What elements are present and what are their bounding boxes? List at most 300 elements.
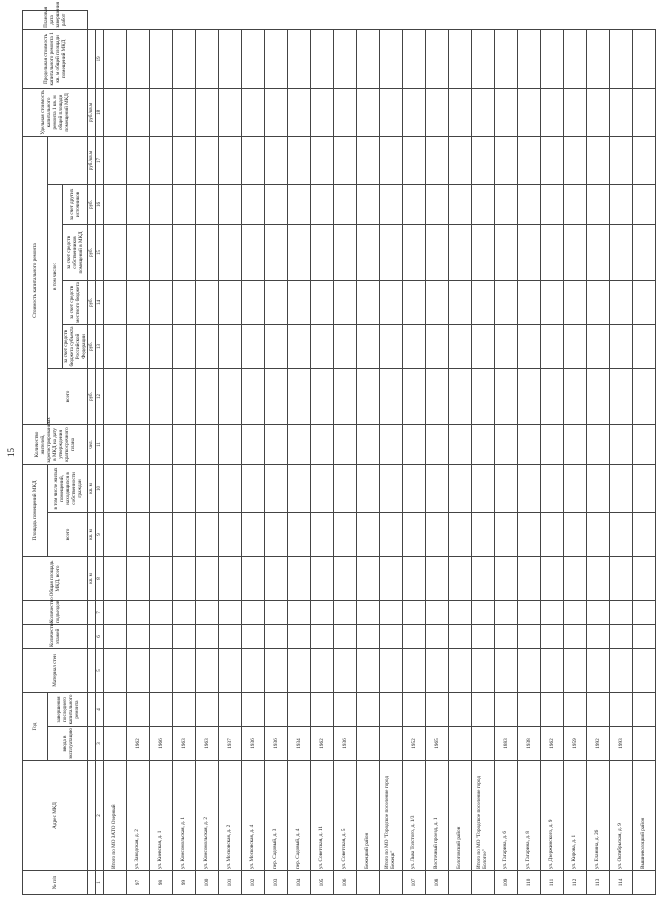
table-cell bbox=[564, 184, 587, 224]
table-cell bbox=[311, 224, 334, 280]
table-cell: 1936 bbox=[265, 727, 288, 761]
header-cost-owners: за счет средств собственников помещений в МКД bbox=[63, 224, 88, 280]
table-cell bbox=[449, 648, 472, 692]
table-cell bbox=[196, 600, 219, 624]
table-cell: 105 bbox=[311, 871, 334, 895]
address-cell: ул. Комсомольская, д. 1 bbox=[173, 761, 196, 871]
table-cell bbox=[311, 600, 334, 624]
unit-cell bbox=[88, 692, 96, 726]
table-cell: 104 bbox=[288, 871, 311, 895]
table-cell bbox=[265, 624, 288, 648]
table-cell bbox=[104, 184, 127, 224]
table-cell bbox=[633, 871, 656, 895]
table-cell bbox=[265, 424, 288, 464]
table-cell bbox=[334, 556, 357, 600]
address-cell: ул. Льва Толстого, д. 1/3 bbox=[403, 761, 426, 871]
table-cell bbox=[472, 224, 495, 280]
table-cell bbox=[380, 280, 403, 324]
table-cell bbox=[104, 727, 127, 761]
table-cell: 1965 bbox=[426, 727, 449, 761]
table-cell bbox=[380, 368, 403, 424]
table-cell bbox=[265, 368, 288, 424]
table-cell bbox=[587, 512, 610, 556]
unit-cell: руб. bbox=[88, 280, 96, 324]
table-cell bbox=[449, 29, 472, 88]
table-cell bbox=[288, 556, 311, 600]
table-cell bbox=[564, 324, 587, 368]
table-cell bbox=[495, 692, 518, 726]
table-cell bbox=[242, 464, 265, 512]
address-cell: ул. Еланина, д. 26 bbox=[587, 761, 610, 871]
table-cell bbox=[541, 224, 564, 280]
table-cell bbox=[518, 368, 541, 424]
table-cell bbox=[495, 324, 518, 368]
table-cell bbox=[219, 464, 242, 512]
table-cell bbox=[449, 424, 472, 464]
table-row bbox=[127, 11, 150, 895]
table-cell bbox=[564, 368, 587, 424]
table-cell bbox=[104, 280, 127, 324]
table-cell: 1963 bbox=[196, 727, 219, 761]
table-cell bbox=[564, 600, 587, 624]
table-cell bbox=[173, 464, 196, 512]
table-cell bbox=[403, 624, 426, 648]
table-cell bbox=[196, 368, 219, 424]
address-cell: ул. Кирова, д. 1 bbox=[564, 761, 587, 871]
table-cell bbox=[472, 512, 495, 556]
table-row bbox=[610, 11, 633, 895]
table-cell bbox=[472, 464, 495, 512]
table-row bbox=[288, 11, 311, 895]
table-cell bbox=[173, 29, 196, 88]
table-group-row bbox=[104, 11, 127, 895]
table-cell bbox=[541, 136, 564, 184]
table-cell bbox=[311, 136, 334, 184]
table-cell bbox=[173, 600, 196, 624]
table-row bbox=[564, 11, 587, 895]
table-cell bbox=[495, 464, 518, 512]
table-cell bbox=[472, 648, 495, 692]
address-cell: ул. Советская, д. 5 bbox=[334, 761, 357, 871]
address-cell: ул. Заводская, д. 2 bbox=[127, 761, 150, 871]
table-cell bbox=[633, 727, 656, 761]
table-cell bbox=[127, 324, 150, 368]
table-cell bbox=[472, 184, 495, 224]
table-cell bbox=[633, 692, 656, 726]
table-cell bbox=[104, 324, 127, 368]
table-cell bbox=[288, 512, 311, 556]
unit-cell: чел. bbox=[88, 424, 96, 464]
table-cell bbox=[541, 556, 564, 600]
table-cell bbox=[426, 136, 449, 184]
table-cell bbox=[633, 624, 656, 648]
table-cell bbox=[219, 692, 242, 726]
table-cell bbox=[127, 280, 150, 324]
unit-cell bbox=[88, 871, 96, 895]
table-cell bbox=[219, 324, 242, 368]
table-cell bbox=[334, 224, 357, 280]
header-cost-including: в том числе: bbox=[48, 184, 63, 368]
table-cell bbox=[449, 88, 472, 136]
address-cell: ул. Дзержинского, д. 9 bbox=[541, 761, 564, 871]
table-group-row bbox=[472, 11, 495, 895]
table-cell bbox=[288, 29, 311, 88]
table-cell bbox=[610, 624, 633, 648]
table-cell bbox=[495, 184, 518, 224]
address-cell: пер. Садовый, д. 4 bbox=[288, 761, 311, 871]
unit-cell: руб./кв.м bbox=[88, 136, 96, 184]
table-cell bbox=[564, 224, 587, 280]
unit-cell: руб. bbox=[88, 324, 96, 368]
column-number-cell: 3 bbox=[96, 727, 104, 761]
column-number-cell: 2 bbox=[96, 761, 104, 871]
header-specific-cost: Удельная стоимость капитального ремонта 1 кв. м общей площади помещений МКД bbox=[23, 88, 88, 136]
table-cell bbox=[334, 280, 357, 324]
table-cell bbox=[633, 324, 656, 368]
table-cell bbox=[173, 556, 196, 600]
table-cell bbox=[495, 29, 518, 88]
table-cell bbox=[357, 512, 380, 556]
table-cell bbox=[357, 184, 380, 224]
table-cell bbox=[104, 871, 127, 895]
table-cell bbox=[518, 624, 541, 648]
table-cell bbox=[564, 424, 587, 464]
table-cell bbox=[541, 88, 564, 136]
table-cell bbox=[196, 324, 219, 368]
table-cell bbox=[104, 512, 127, 556]
table-cell bbox=[334, 692, 357, 726]
table-cell bbox=[196, 280, 219, 324]
table-cell bbox=[380, 29, 403, 88]
table-cell bbox=[219, 556, 242, 600]
table-cell bbox=[633, 556, 656, 600]
unit-cell: руб. bbox=[88, 368, 96, 424]
table-cell bbox=[334, 88, 357, 136]
table-cell bbox=[104, 624, 127, 648]
table-cell bbox=[288, 464, 311, 512]
header-cost-other: за счет других источников bbox=[63, 184, 88, 224]
table-cell bbox=[449, 280, 472, 324]
table-cell: 113 bbox=[587, 871, 610, 895]
table-cell bbox=[380, 464, 403, 512]
table-cell bbox=[150, 368, 173, 424]
table-cell: 1934 bbox=[288, 727, 311, 761]
table-cell: 108 bbox=[426, 871, 449, 895]
table-cell bbox=[334, 648, 357, 692]
table-cell bbox=[150, 648, 173, 692]
table-cell: 112 bbox=[564, 871, 587, 895]
table-cell bbox=[472, 692, 495, 726]
table-cell bbox=[104, 136, 127, 184]
header-year-built: ввода в эксплуатацию bbox=[48, 727, 88, 761]
table-cell bbox=[472, 29, 495, 88]
table-cell bbox=[472, 871, 495, 895]
address-cell: ул. Гагарина, д. 8 bbox=[518, 761, 541, 871]
table-row bbox=[242, 11, 265, 895]
table-cell bbox=[242, 424, 265, 464]
table-cell bbox=[564, 512, 587, 556]
table-cell bbox=[127, 424, 150, 464]
address-cell: Итого по МО "Городское поселение город Бежецк" bbox=[380, 761, 403, 871]
table-cell bbox=[150, 556, 173, 600]
table-cell bbox=[610, 600, 633, 624]
table-cell bbox=[541, 648, 564, 692]
table-cell bbox=[426, 280, 449, 324]
header-year-overhaul: завершения последнего капитального ремонта bbox=[48, 692, 88, 726]
table-cell bbox=[242, 88, 265, 136]
table-cell bbox=[196, 29, 219, 88]
table-group-row bbox=[633, 11, 656, 895]
table-row bbox=[426, 11, 449, 895]
unit-cell: руб./кв.м bbox=[88, 88, 96, 136]
column-number-cell: 11 bbox=[96, 424, 104, 464]
table-cell bbox=[518, 224, 541, 280]
table-cell bbox=[380, 624, 403, 648]
table-cell: 1962 bbox=[127, 727, 150, 761]
table-cell bbox=[104, 29, 127, 88]
table-cell bbox=[311, 88, 334, 136]
table-cell bbox=[334, 368, 357, 424]
table-cell bbox=[357, 556, 380, 600]
table-cell bbox=[564, 29, 587, 88]
table-cell bbox=[426, 556, 449, 600]
column-number-cell: 7 bbox=[96, 600, 104, 624]
table-cell bbox=[288, 600, 311, 624]
table-row bbox=[265, 11, 288, 895]
table-cell bbox=[449, 324, 472, 368]
table-cell bbox=[541, 280, 564, 324]
table-cell bbox=[426, 424, 449, 464]
table-cell bbox=[541, 600, 564, 624]
table-cell bbox=[242, 368, 265, 424]
header-premises-area: Площадь помещений МКД bbox=[23, 464, 48, 556]
table-cell bbox=[127, 692, 150, 726]
table-cell bbox=[426, 624, 449, 648]
table-cell bbox=[541, 692, 564, 726]
table-cell bbox=[173, 424, 196, 464]
table-cell bbox=[633, 29, 656, 88]
column-number-cell: 19 bbox=[96, 29, 104, 88]
table-cell: 1962 bbox=[541, 727, 564, 761]
table-cell bbox=[495, 556, 518, 600]
table-cell bbox=[541, 512, 564, 556]
address-cell: ул. Октябрьская, д. 9 bbox=[610, 761, 633, 871]
table-cell bbox=[449, 556, 472, 600]
table-cell bbox=[449, 871, 472, 895]
table-cell bbox=[242, 184, 265, 224]
unit-cell: кв. м bbox=[88, 556, 96, 600]
table-cell bbox=[219, 29, 242, 88]
table-cell bbox=[610, 136, 633, 184]
table-cell bbox=[610, 224, 633, 280]
table-cell bbox=[219, 136, 242, 184]
table-cell bbox=[610, 184, 633, 224]
table-cell bbox=[518, 184, 541, 224]
table-cell bbox=[357, 648, 380, 692]
table-cell bbox=[610, 464, 633, 512]
table-cell bbox=[288, 280, 311, 324]
table-cell bbox=[288, 624, 311, 648]
table-cell bbox=[311, 464, 334, 512]
table-row bbox=[403, 11, 426, 895]
table-cell bbox=[173, 88, 196, 136]
table-cell bbox=[541, 624, 564, 648]
table-cell bbox=[541, 184, 564, 224]
table-cell bbox=[311, 648, 334, 692]
table-row bbox=[518, 11, 541, 895]
table-cell: 1936 bbox=[242, 727, 265, 761]
address-cell: Итого по МО ЗАТО Озерный bbox=[104, 761, 127, 871]
table-cell bbox=[173, 136, 196, 184]
table-cell bbox=[242, 324, 265, 368]
table-cell bbox=[610, 424, 633, 464]
table-cell: 1938 bbox=[518, 727, 541, 761]
header-wall-material: Материал стен bbox=[23, 648, 88, 692]
table-cell bbox=[426, 648, 449, 692]
units-row bbox=[88, 11, 96, 895]
header-premises-owned: в том числе жилых помещений, находящихся в собственности граждан bbox=[48, 464, 88, 512]
table-cell bbox=[403, 88, 426, 136]
table-cell bbox=[334, 29, 357, 88]
table-cell bbox=[633, 600, 656, 624]
table-cell: 109 bbox=[495, 871, 518, 895]
table-cell bbox=[311, 624, 334, 648]
table-cell bbox=[219, 512, 242, 556]
table-cell bbox=[127, 224, 150, 280]
table-cell: 111 bbox=[541, 871, 564, 895]
table-cell bbox=[472, 368, 495, 424]
table-cell bbox=[610, 556, 633, 600]
table-cell bbox=[127, 624, 150, 648]
table-cell bbox=[104, 224, 127, 280]
table-cell bbox=[403, 184, 426, 224]
table-cell bbox=[610, 324, 633, 368]
table-cell bbox=[403, 512, 426, 556]
header-max-cost: Предельная стоимость капитального ремонта 1 кв. м общей площади помещений МКД bbox=[23, 29, 88, 88]
table-cell bbox=[426, 600, 449, 624]
table-cell bbox=[587, 136, 610, 184]
table-cell bbox=[219, 648, 242, 692]
table-cell bbox=[610, 648, 633, 692]
table-cell bbox=[403, 648, 426, 692]
overhaul-plan-table bbox=[22, 2, 656, 895]
table-cell bbox=[334, 424, 357, 464]
address-cell: Вышневолоцкий район bbox=[633, 761, 656, 871]
table-cell bbox=[380, 136, 403, 184]
table-cell bbox=[311, 512, 334, 556]
table-cell: 1993 bbox=[610, 727, 633, 761]
table-cell bbox=[196, 88, 219, 136]
table-cell bbox=[403, 556, 426, 600]
table-cell bbox=[472, 624, 495, 648]
table-cell bbox=[564, 692, 587, 726]
table-cell bbox=[472, 88, 495, 136]
table-cell bbox=[265, 224, 288, 280]
table-group-row bbox=[357, 11, 380, 895]
table-row bbox=[196, 11, 219, 895]
table-cell bbox=[587, 184, 610, 224]
table-row bbox=[587, 11, 610, 895]
table-cell bbox=[449, 512, 472, 556]
table-cell bbox=[334, 464, 357, 512]
table-cell bbox=[633, 184, 656, 224]
table-cell bbox=[449, 692, 472, 726]
table-cell bbox=[426, 324, 449, 368]
table-cell: 97 bbox=[127, 871, 150, 895]
table-cell bbox=[403, 692, 426, 726]
table-cell bbox=[380, 692, 403, 726]
table-cell bbox=[242, 29, 265, 88]
table-cell bbox=[403, 600, 426, 624]
table-cell bbox=[587, 29, 610, 88]
table-cell bbox=[104, 88, 127, 136]
table-cell bbox=[242, 136, 265, 184]
table-cell bbox=[219, 280, 242, 324]
table-cell bbox=[242, 280, 265, 324]
table-cell bbox=[541, 464, 564, 512]
table-cell bbox=[564, 624, 587, 648]
table-cell bbox=[265, 280, 288, 324]
column-number-cell: 5 bbox=[96, 648, 104, 692]
header-cost-fed: за счет средств бюджета субъекта Российской Федерации bbox=[63, 324, 88, 368]
table-cell bbox=[219, 424, 242, 464]
table-cell bbox=[265, 324, 288, 368]
table-cell bbox=[449, 136, 472, 184]
table-cell bbox=[265, 464, 288, 512]
header-address: Адрес МКД bbox=[23, 761, 88, 871]
table-cell bbox=[219, 224, 242, 280]
table-cell bbox=[311, 29, 334, 88]
table-cell bbox=[564, 136, 587, 184]
table-cell bbox=[518, 29, 541, 88]
table-cell bbox=[311, 368, 334, 424]
address-cell: ул. Московская, д. 2 bbox=[219, 761, 242, 871]
table-cell bbox=[150, 512, 173, 556]
table-cell bbox=[449, 184, 472, 224]
table-cell bbox=[426, 88, 449, 136]
unit-cell: руб. bbox=[88, 224, 96, 280]
address-cell: Восточный проезд, д. 1 bbox=[426, 761, 449, 871]
table-cell bbox=[219, 184, 242, 224]
column-number-cell: 10 bbox=[96, 464, 104, 512]
address-cell: ул. Московская, д. 4 bbox=[242, 761, 265, 871]
address-cell: ул. Советская, д. 11 bbox=[311, 761, 334, 871]
table-cell bbox=[334, 184, 357, 224]
table-cell bbox=[173, 624, 196, 648]
table-cell bbox=[150, 600, 173, 624]
table-cell bbox=[541, 424, 564, 464]
table-cell bbox=[127, 512, 150, 556]
header-premises-total: всего bbox=[48, 512, 88, 556]
table-cell bbox=[288, 136, 311, 184]
table-cell bbox=[104, 556, 127, 600]
table-cell: 98 bbox=[150, 871, 173, 895]
table-cell bbox=[242, 692, 265, 726]
table-cell bbox=[288, 648, 311, 692]
table-cell bbox=[265, 184, 288, 224]
table-cell bbox=[150, 464, 173, 512]
table-cell bbox=[495, 512, 518, 556]
table-cell bbox=[265, 692, 288, 726]
table-cell bbox=[610, 368, 633, 424]
table-cell: 103 bbox=[265, 871, 288, 895]
table-cell bbox=[610, 88, 633, 136]
table-row bbox=[495, 11, 518, 895]
table-cell bbox=[357, 29, 380, 88]
table-cell: 107 bbox=[403, 871, 426, 895]
table-cell bbox=[334, 624, 357, 648]
table-cell bbox=[403, 280, 426, 324]
